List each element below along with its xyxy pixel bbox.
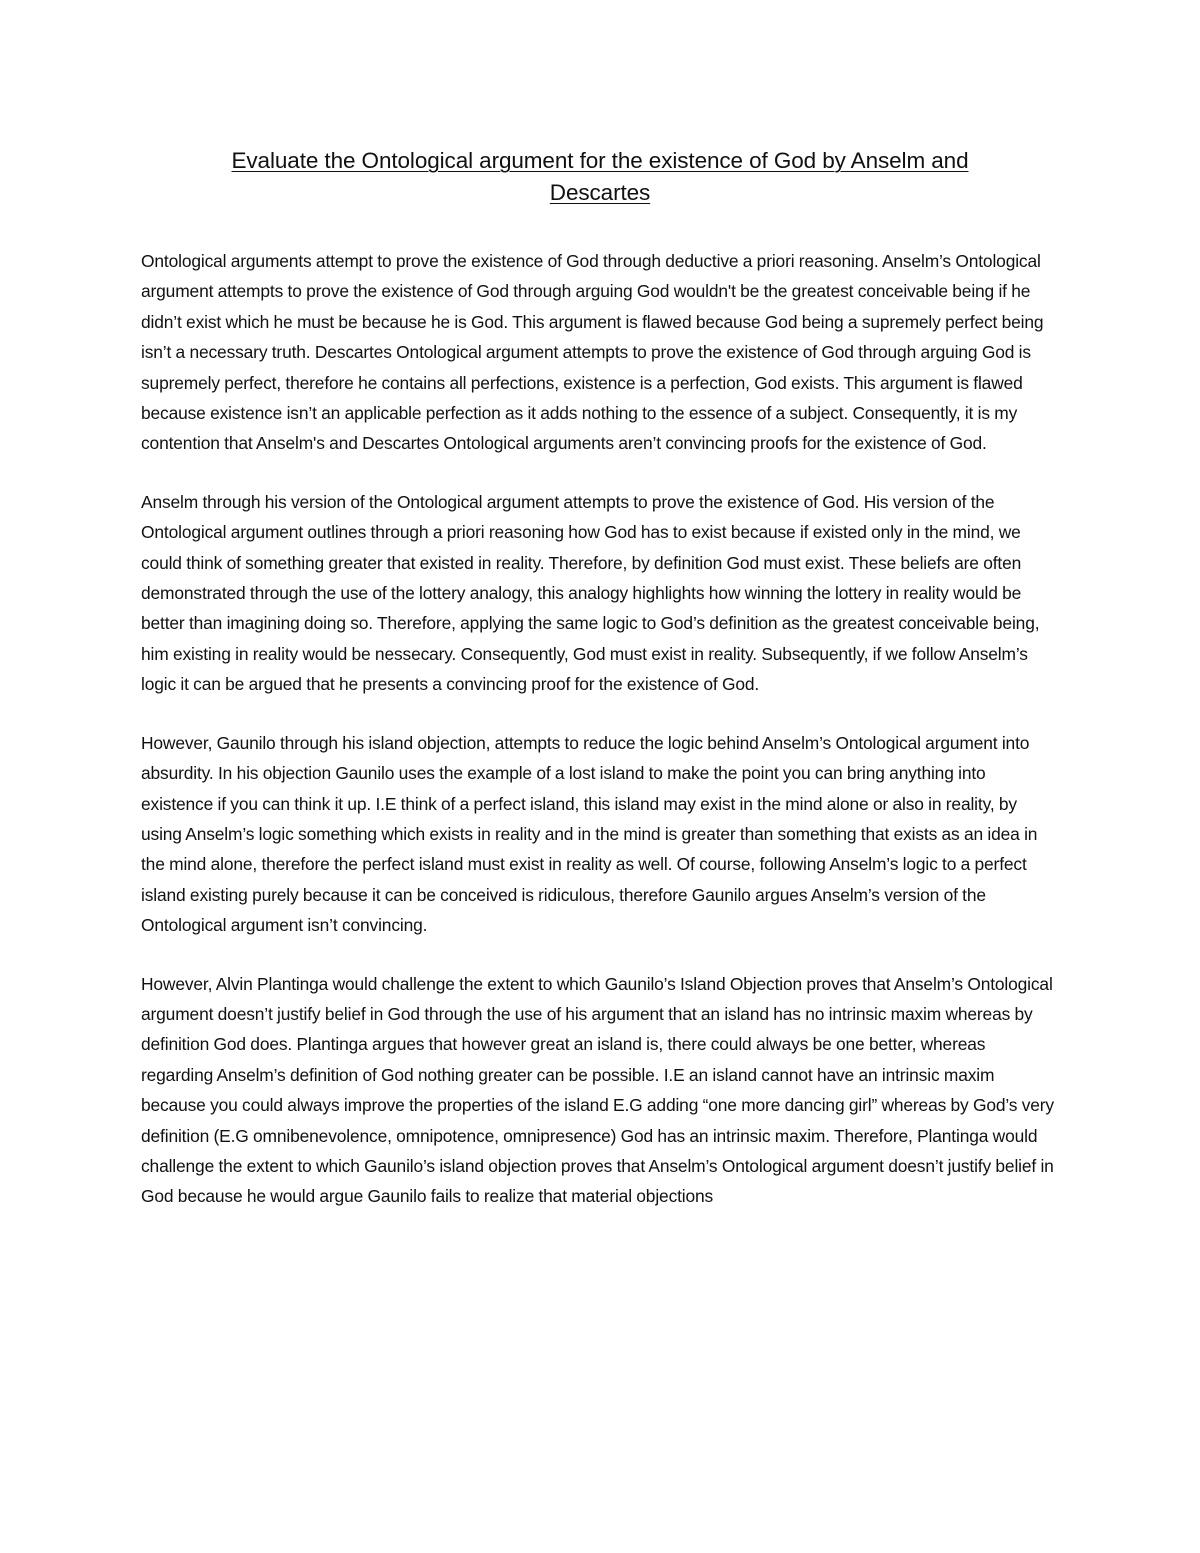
paragraph-introduction: Ontological arguments attempt to prove the existence of God through deductive a priori reasoning. Anselm’s Ontological argument attempts to prove the existence of God through arguing God wouldn't be the greatest conceivable being if he didn’t exist which he must be because he is God. This argument is flawed because God being a supremely perfect being isn’t a necessary truth. Descartes Ontological argument attempts to prove the existence of God through arguing God is supremely perfect, therefore he contains all perfections, existence is a perfection, God exists. This argument is flawed because existence isn’t an applicable perfection as it adds nothing to the essence of a subject. Consequently, it is my contention that Anselm's and Descartes Ontological arguments aren’t convincing proofs for the existence of God. [141, 251, 1044, 454]
document-title-line-2: Descartes [549, 180, 651, 205]
document-title [141, 145, 1059, 209]
document-title-line-1: Evaluate the Ontological argument for the existence of God by Anselm and [231, 148, 969, 173]
paragraph-gaunilo: However, Gaunilo through his island objection, attempts to reduce the logic behind Anselm’s Ontological argument into absurdity. In his objection Gaunilo uses the example of a lost island to make the point you can bring anything into existence if you can think it up. I.E think of a perfect island, this island may exist in the mind alone or also in reality, by using Anselm’s logic something which exists in reality and in the mind is greater than something that exists as an idea in the mind alone, therefore the perfect island must exist in reality as well. Of course, following Anselm’s logic to a perfect island existing purely because it can be conceived is ridiculous, therefore Gaunilo argues Anselm’s version of the Ontological argument isn’t convincing. [141, 732, 1038, 936]
paragraph-plantinga: However, Alvin Plantinga would challenge the extent to which Gaunilo’s Island Objection proves that Anselm’s Ontological argument doesn’t justify belief in God through the use of his argument that an island has no intrinsic maxim whereas by definition God does. Plantinga argues that however great an island is, there could always be one better, whereas regarding Anselm’s definition of God nothing greater can be possible. I.E an island cannot have an intrinsic maxim because you could always improve the properties of the island E.G adding “one more dancing girl” whereas by God’s very definition (E.G omnibenevolence, omnipotence, omnipresence) God has an intrinsic maxim. Therefore, Plantinga would challenge the extent to which Gaunilo’s island objection proves that Anselm’s Ontological argument doesn’t justify belief in God because he would argue Gaunilo fails to realize that material objections [141, 973, 1054, 1207]
paragraph-anselm: Anselm through his version of the Ontological argument attempts to prove the existence of God. His version of the Ontological argument outlines through a priori reasoning how God has to exist because if existed only in the mind, we could think of something greater that existed in reality. Therefore, by definition God must exist. These beliefs are often demonstrated through the use of the lottery analogy, this analogy highlights how winning the lottery in reality would be better than imagining doing so. Therefore, applying the same logic to God’s definition as the greatest conceivable being, him existing in reality would be nessecary. Consequently, God must exist in reality. Subsequently, if we follow Anselm’s logic it can be argued that he presents a convincing proof for the existence of God. [141, 491, 1040, 695]
document-body [141, 145, 1059, 1212]
